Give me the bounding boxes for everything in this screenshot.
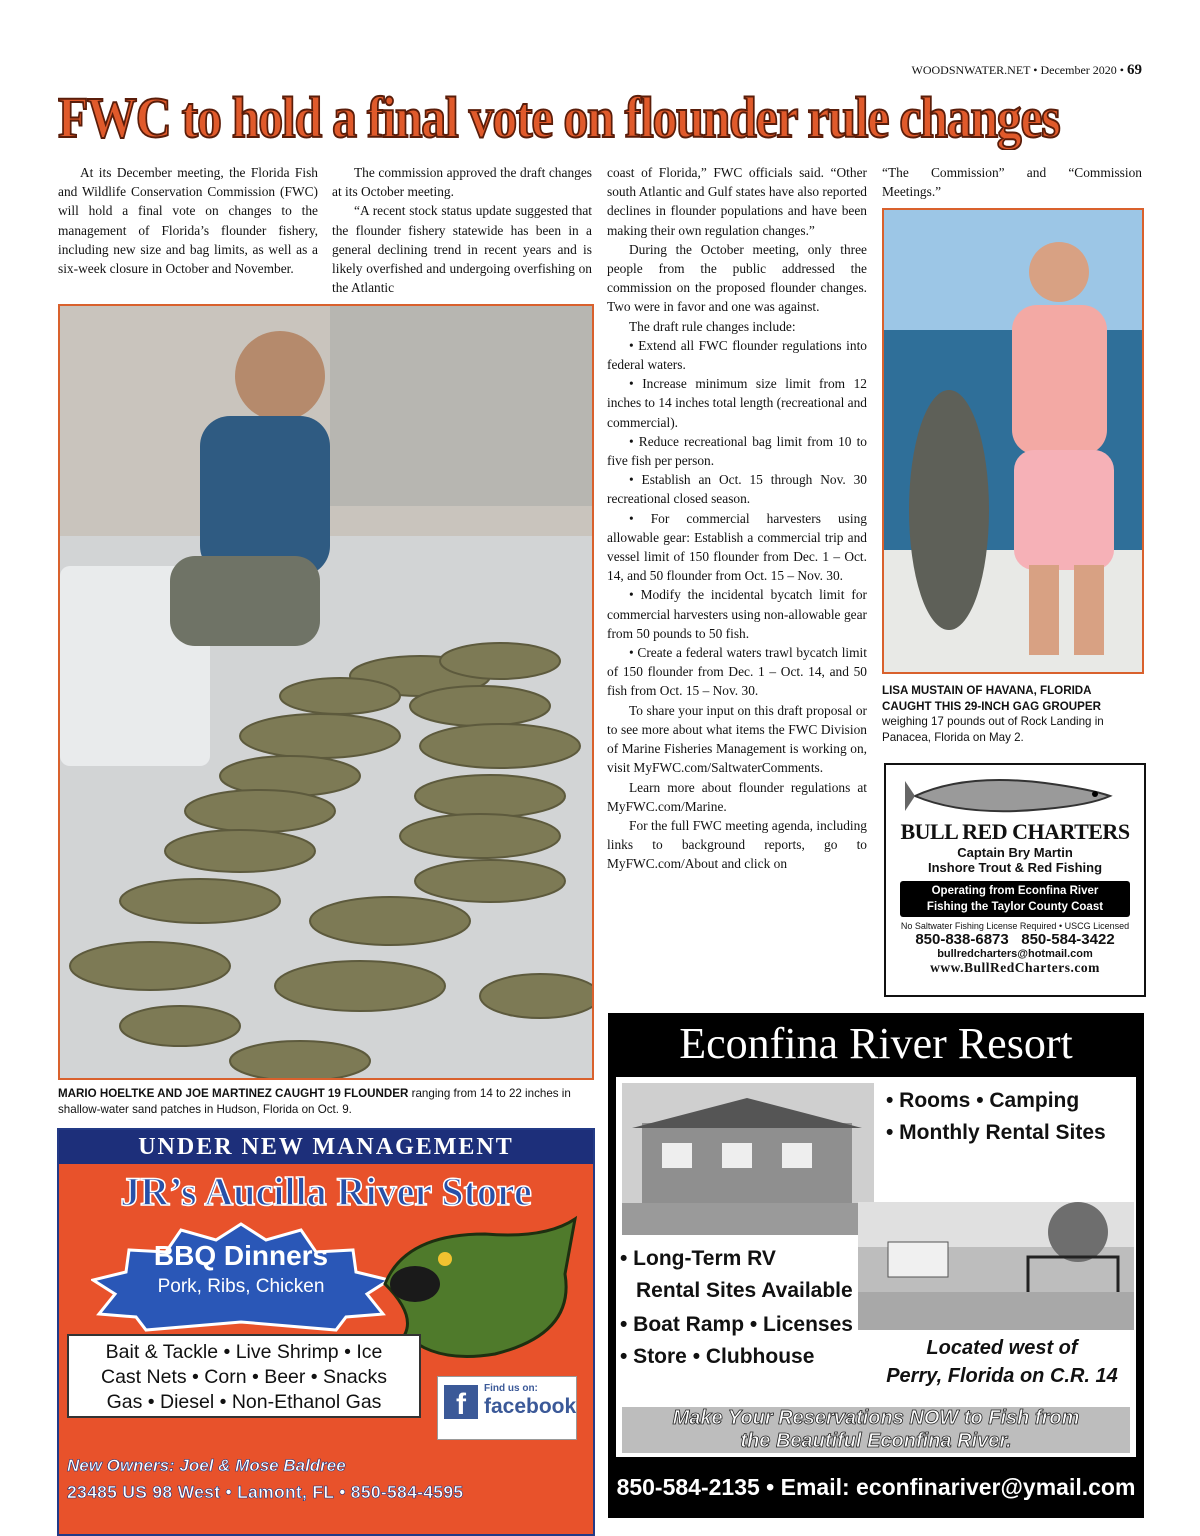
bull-red-captain: Captain Bry Martin	[957, 845, 1073, 860]
eco-bullet: • Monthly Rental Sites	[886, 1121, 1106, 1144]
facebook-find: Find us on:	[484, 1383, 538, 1394]
eco-bullets-top	[886, 1085, 1106, 1149]
folio-site: WOODSNWATER.NET • December 2020 •	[911, 63, 1124, 77]
bull-red-charters-ad	[884, 763, 1146, 997]
paragraph: “A recent stock status update suggested that the flounder fishery statewide has been in a general declining trend in recent years and is likely overfished and undergoing overfishing on the Atlantic	[332, 203, 592, 296]
bullet-item: • For commercial harvesters using allowable gear: Establish a commercial trip and vessel limit of 150 flounder from Dec. 1 – Oct. 14, and 50 flounder from Oct. 15 – Nov. 30.	[607, 510, 867, 584]
article-column-4	[882, 163, 1142, 201]
resort-building-photo	[622, 1083, 874, 1235]
service-line: Bait & Tackle • Live Shrimp • Ice	[105, 1341, 383, 1363]
article-column-3	[607, 163, 867, 874]
econfina-resort-ad	[608, 1013, 1144, 1518]
paragraph: “The Commission” and “Commission Meetings.”	[882, 165, 1142, 200]
caption-lead: LISA MUSTAIN OF HAVANA, FLORIDA CAUGHT THIS 29-INCH GAG GROUPER	[882, 684, 1102, 713]
headline: FWC to hold a final vote on flounder rule changes	[58, 85, 1060, 150]
article-column-2	[332, 163, 592, 297]
eco-name: Econfina River Resort	[679, 1019, 1073, 1068]
eco-body	[616, 1077, 1136, 1457]
facebook-icon: f	[444, 1385, 478, 1419]
bull-red-email: bullredcharters@hotmail.com	[937, 948, 1093, 960]
caption-text: ranging from 14 to 22 inches in shallow-water sand patches in Hudson, Florida on Oct. 9.	[58, 1087, 571, 1116]
photo-caption-left	[58, 1086, 592, 1117]
eco-bullet: Rental Sites Available	[636, 1279, 853, 1302]
resort-gate-photo	[858, 1202, 1134, 1330]
paragraph: During the October meeting, only three people from the public addressed the commission on the proposed flounder changes. Two were in favor and one was against.	[607, 241, 867, 315]
bullet-item: • Increase minimum size limit from 12 inches to 14 inches total length (recreational and commercial).	[607, 376, 867, 430]
article-column-1	[58, 163, 318, 278]
eco-location	[868, 1334, 1136, 1390]
eco-bullet: • Rooms • Camping	[886, 1089, 1080, 1112]
jr-owners: New Owners: Joel & Mose Baldree	[67, 1456, 346, 1475]
eco-bullet: • Store • Clubhouse	[620, 1345, 815, 1368]
page-folio	[912, 62, 1142, 79]
paragraph: coast of Florida,” FWC officials said. “Other south Atlantic and Gulf states have also reported declines in flounder populations and have been making their own regulation changes.”	[607, 165, 867, 238]
service-line: Gas • Diesel • Non-Ethanol Gas	[106, 1391, 382, 1413]
banner-line: Fishing the Taylor County Coast	[926, 901, 1104, 913]
location-line: Perry, Florida on C.R. 14	[886, 1365, 1118, 1387]
paragraph: At its December meeting, the Florida Fish and Wildlife Conservation Commission (FWC) will hold a final vote on changes to the management of Florida’s flounder fishery, including new size and bag limits, as well as a six-week closure in October and November.	[58, 165, 318, 277]
bull-red-banner	[900, 881, 1130, 917]
location-line: Located west of	[926, 1337, 1078, 1359]
bullet-item: • Modify the incidental bycatch limit for commercial harvesters using non-allowable gear from 50 pounds to 50 fish.	[607, 587, 867, 641]
page-number: 69	[1127, 62, 1142, 78]
bullet-item: • Establish an Oct. 15 through Nov. 30 recreational closed season.	[607, 472, 867, 507]
facebook-label: facebook	[484, 1395, 577, 1418]
bull-red-phones	[886, 931, 1144, 948]
photo-caption-right	[882, 683, 1142, 745]
grouper-photo	[882, 208, 1144, 674]
service-line: Cast Nets • Corn • Beer • Snacks	[101, 1366, 387, 1388]
jr-address: 23485 US 98 West • Lamont, FL • 850-584-4595	[67, 1482, 464, 1502]
paragraph: Learn more about flounder regulations at MyFWC.com/Marine.	[607, 779, 867, 814]
phone: 850-584-3422	[1021, 931, 1115, 948]
jr-store-name: JR’s Aucilla River Store	[120, 1169, 532, 1214]
paragraph: The commission approved the draft changes at its October meeting.	[332, 165, 592, 200]
flounder-photo	[58, 304, 594, 1080]
jr-bbq-sub: Pork, Ribs, Chicken	[157, 1276, 325, 1297]
bull-red-tagline: Inshore Trout & Red Fishing	[927, 860, 1103, 875]
bullet-item: • Reduce recreational bag limit from 10 to five fish per person.	[607, 433, 867, 469]
paragraph: The draft rule changes include:	[629, 318, 796, 334]
facebook-badge[interactable]	[437, 1376, 577, 1440]
jr-store-ad	[57, 1128, 595, 1536]
paragraph: For the full FWC meeting agenda, including links to background reports, go to MyFWC.com/About and click on	[607, 817, 867, 872]
bull-red-web: www.BullRedCharters.com	[930, 960, 1100, 975]
phone: 850-838-6873	[915, 931, 1009, 948]
eco-bullets-left	[620, 1243, 853, 1373]
reservation-line: the Beautiful Econfina River.	[740, 1430, 1012, 1452]
bull-red-name: BULL RED CHARTERS	[900, 819, 1130, 844]
banner-line: Operating from Econfina River	[931, 885, 1099, 897]
bull-red-license: No Saltwater Fishing License Required • USCG Licensed	[900, 921, 1130, 931]
caption-text: weighing 17 pounds out of Rock Landing in Panacea, Florida on May 2.	[882, 715, 1104, 744]
paragraph: To share your input on this draft proposal or to see more about what items the FWC Division of Marine Fisheries Management is working on, visit MyFWC.com/SaltwaterComments.	[607, 702, 867, 776]
jr-bbq-title: BBQ Dinners	[153, 1240, 329, 1271]
redfish-icon	[905, 771, 1125, 821]
caption-lead: MARIO HOELTKE AND JOE MARTINEZ CAUGHT 19 FLOUNDER	[58, 1087, 409, 1100]
bullet-item: • Extend all FWC flounder regulations into federal waters.	[607, 337, 867, 373]
jr-services-box	[67, 1334, 421, 1418]
reservation-line: Make Your Reservations NOW to Fish from	[672, 1407, 1080, 1429]
jr-top-banner: UNDER NEW MANAGEMENT	[59, 1130, 593, 1164]
eco-contact: 850-584-2135 • Email: econfinariver@ymail.com	[616, 1474, 1136, 1500]
eco-reservation-banner	[622, 1407, 1130, 1453]
eco-bullet: • Long-Term RV	[620, 1247, 776, 1270]
eco-bullet: • Boat Ramp • Licenses	[620, 1313, 853, 1336]
bullet-item: • Create a federal waters trawl bycatch limit of 150 flounder from Dec. 1 – Oct. 14, and 50 fish from Oct. 15 – Nov. 30.	[607, 645, 867, 699]
